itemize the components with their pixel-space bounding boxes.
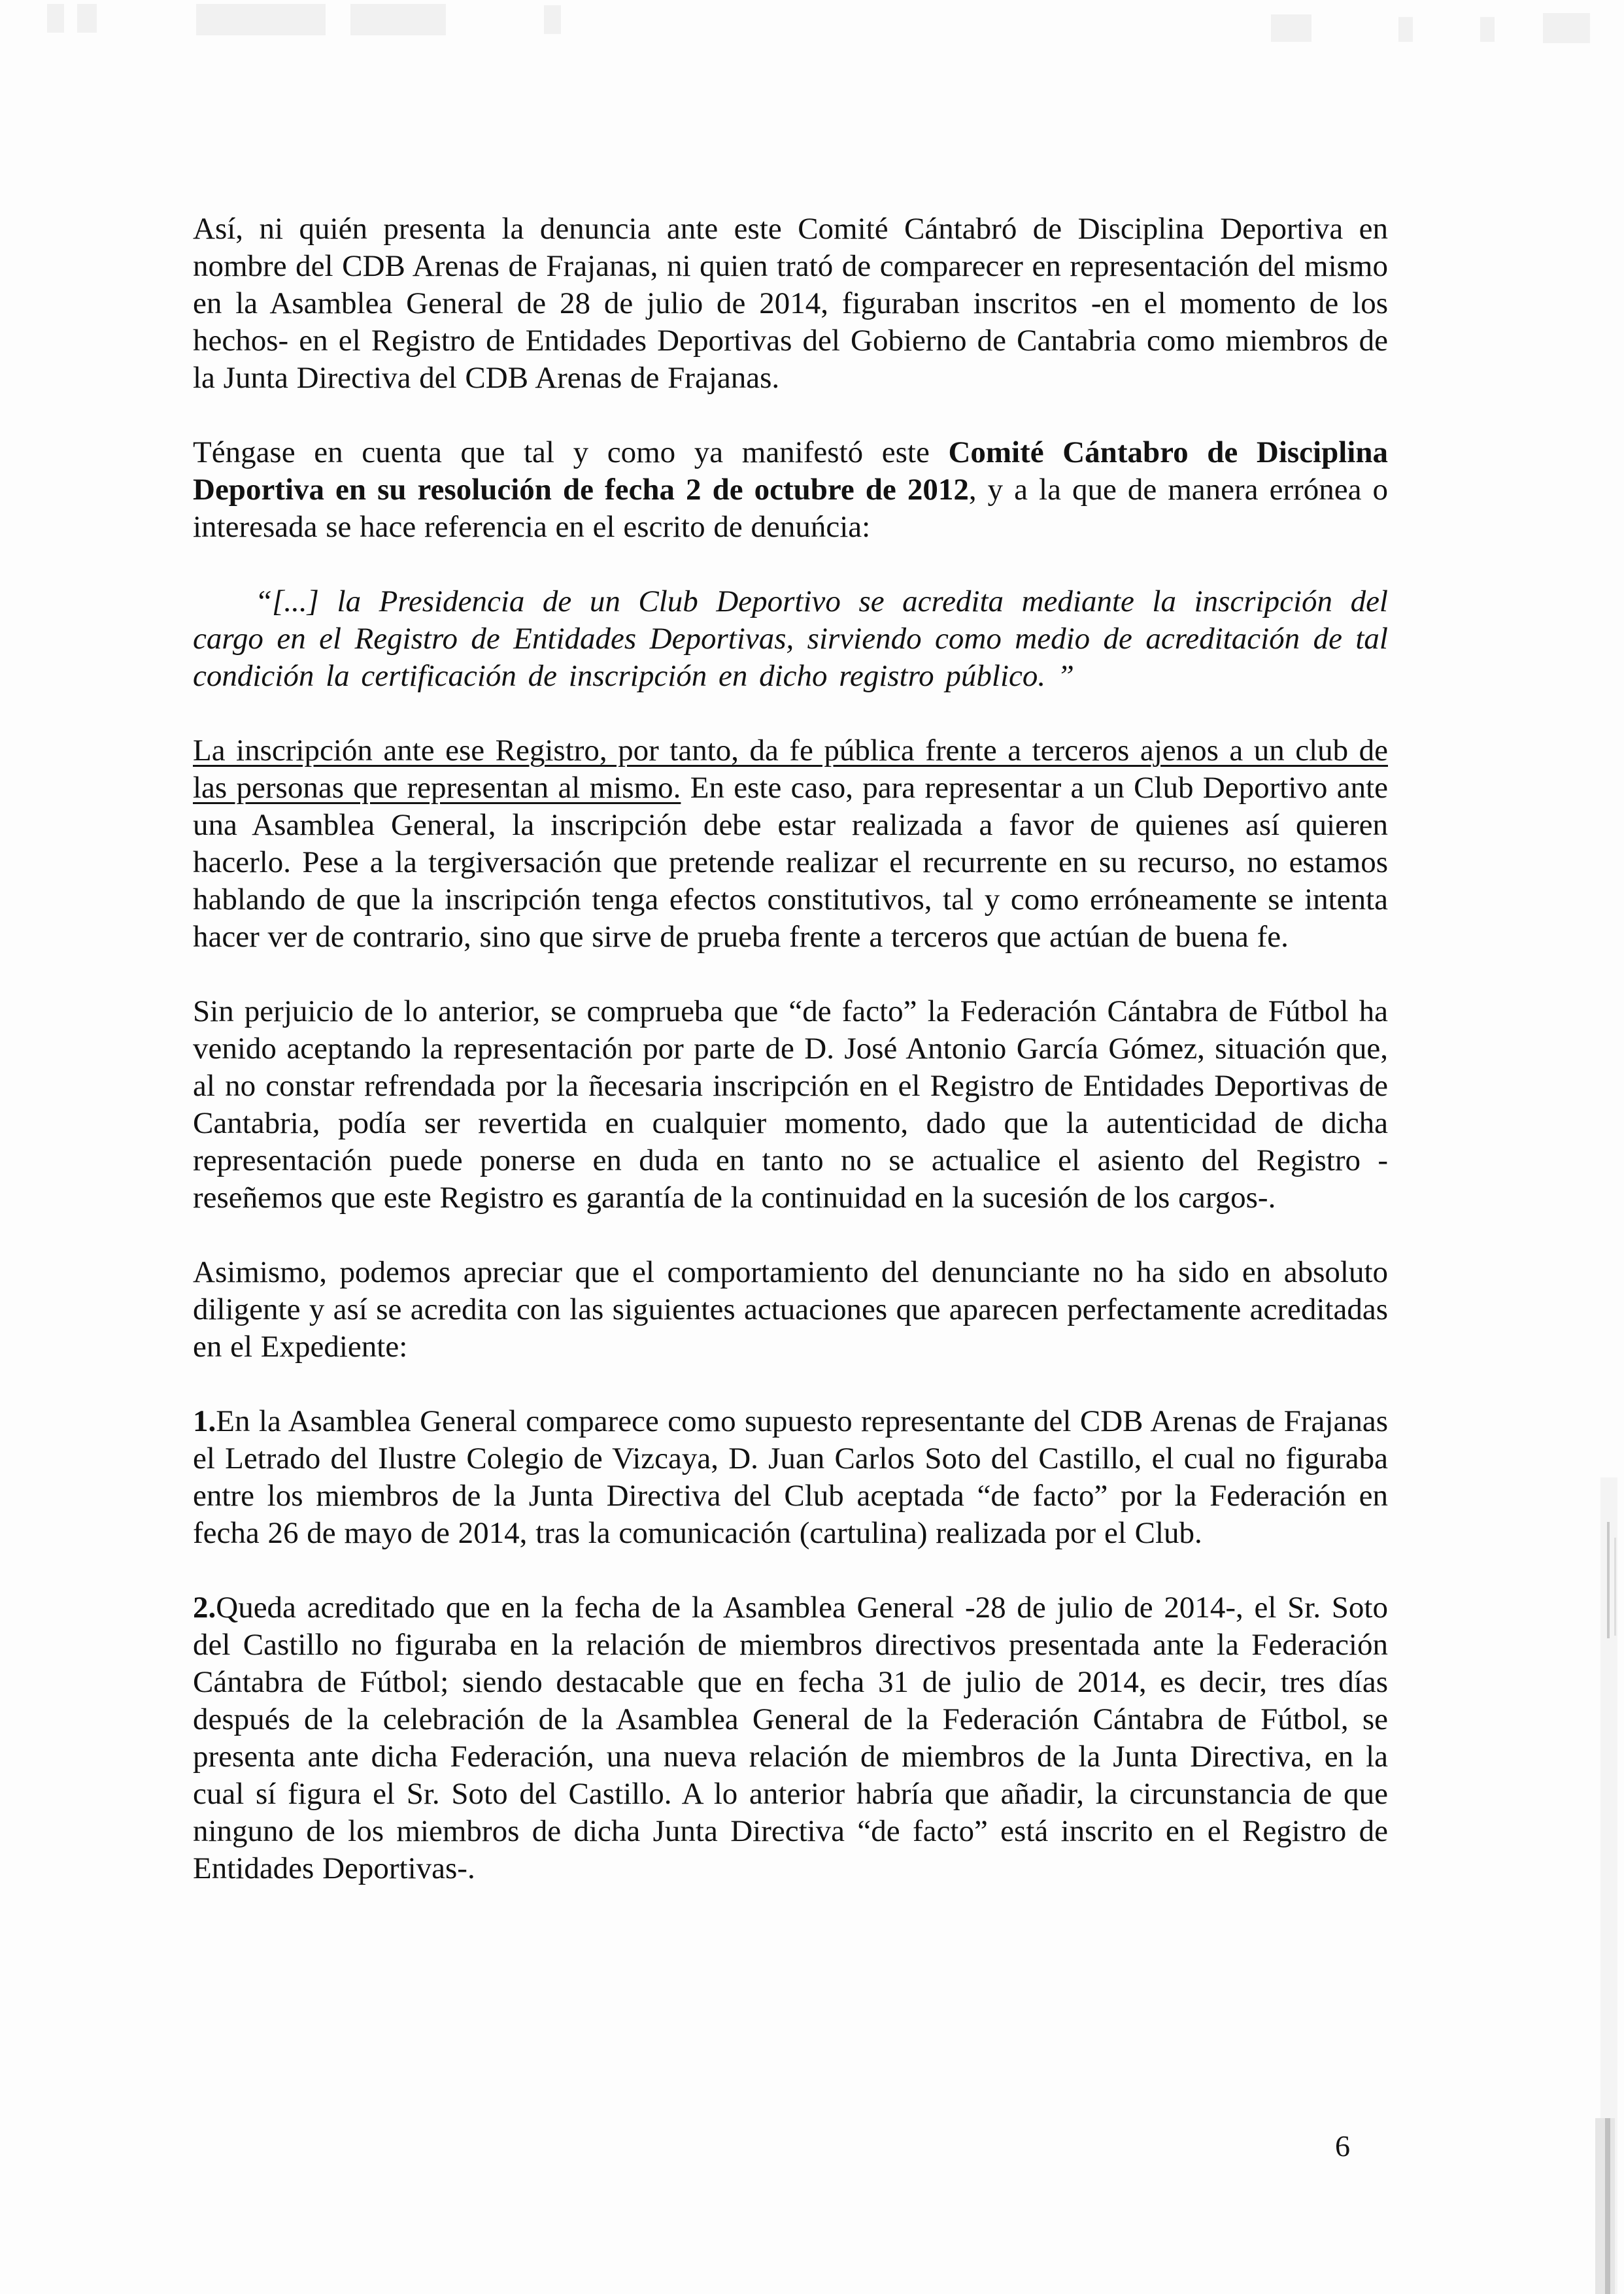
paragraph-tengase	[193, 434, 1388, 546]
scan-artifact-top-8	[1480, 17, 1495, 42]
scan-artifact-right-line	[1607, 1522, 1610, 1638]
bold-text-run: Comité Cántabro de Disciplina Deportiva en su resolución de fecha 2 de octubre de 2012	[193, 435, 1388, 507]
scan-artifact-top-9	[1543, 13, 1590, 43]
scan-artifact-top-4	[350, 4, 446, 35]
text-run: , y a la que de manera errónea o interesada se hace referencia en el escrito de denuńcia:	[193, 473, 1388, 544]
list-item-2	[193, 1589, 1388, 1887]
quote-paragraph	[193, 583, 1388, 695]
text-run: Queda acreditado que en la fecha de la Asamblea General -28 de julio de 2014-, el Sr. Soto del Castillo no figuraba en la relación de miembros directivos presentada ante la Federación Cántabra de Fútbol; siendo destacable que en fecha 31 de julio de 2014, es decir, tres días después de la celebración de la Asamblea General de la Federación Cántabra de Fútbol, se presenta ante dicha Federación, una nueva relación de miembros de la Junta Directiva, en la cual sí figura el Sr. Soto del Castillo. A lo anterior habría que añadir, la circunstancia de que ninguno de los miembros de dicha Junta Directiva “de facto” está inscrito en el Registro de Entidades Deportivas-.	[193, 1591, 1388, 1885]
paragraph-asimismo	[193, 1254, 1388, 1366]
text-run: En este caso, para representar a un Club Deportivo ante una Asamblea General, la inscripción debe estar realizada a favor de quienes así quieren hacerlo. Pese a la tergiversación que pretende realizar el recurrente en su recurso, no estamos hablando de que la inscripción tenga efectos constitutivos, tal y como erróneamente se intenta hacer ver de contrario, sino que sirve de prueba frente a terceros que actúan de buena fe.	[193, 771, 1388, 954]
list-number: 1.	[193, 1404, 216, 1438]
scan-artifact-bottom-right-line	[1605, 2118, 1610, 2294]
underlined-text-run: La inscripción ante ese Registro, por tanto, da fe pública frente a terceros ajenos a un club de las personas que representan al mismo.	[193, 734, 1388, 805]
list-item-1	[193, 1403, 1388, 1552]
page-number: 6	[1335, 2129, 1350, 2163]
scan-artifact-top-5	[544, 5, 561, 34]
scan-artifact-top-6	[1271, 14, 1311, 42]
paragraph-intro	[193, 211, 1388, 397]
document-body	[193, 211, 1388, 1925]
scan-artifact-top-7	[1398, 17, 1413, 42]
scan-artifact-top-2	[77, 4, 97, 33]
text-run: Téngase en cuenta que tal y como ya manifestó este	[193, 435, 949, 469]
paragraph-sin-perjuicio	[193, 993, 1388, 1217]
text-run: En la Asamblea General comparece como supuesto representante del CDB Arenas de Frajanas el Letrado del Ilustre Colegio de Vizcaya, D. Juan Carlos Soto del Castillo, el cual no figuraba entre los miembros de la Junta Directiva del Club aceptada “de facto” por la Federación en fecha 26 de mayo de 2014, tras la comunicación (cartulina) realizada por el Club.	[193, 1404, 1388, 1550]
scan-artifact-right-line-2	[1614, 1538, 1616, 1636]
scan-artifact-top-1	[47, 4, 64, 33]
text-run: Sin perjuicio de lo anterior, se comprueba que “de facto” la Federación Cántabra de Fútbol ha venido aceptando la representación por parte de D. José Antonio García Gómez, situación que, al no constar refrendada por la ñecesaria inscripción en el Registro de Entidades Deportivas de Cantabria, podía ser revertida en cualquier momento, dado que la autenticidad de dicha representación puede ponerse en duda en tanto no se actualice el asiento del Registro -reseñemos que este Registro es garantía de la continuidad en la sucesión de los cargos-.	[193, 994, 1388, 1215]
italic-text-run: “[...] la Presidencia de un Club Deportivo se acredita mediante la inscripción del cargo en el Registro de Entidades Deportivas, sirviendo como medio de acreditación de tal condición la certificación de inscripción en dicho registro público. ”	[193, 584, 1388, 693]
text-run: Asimismo, podemos apreciar que el comportamiento del denunciante no ha sido en absoluto diligente y así se acredita con las siguientes actuaciones que aparecen perfectamente acreditadas en el Expediente:	[193, 1255, 1388, 1364]
list-number: 2.	[193, 1591, 216, 1625]
scan-artifact-top-3	[196, 4, 326, 35]
paragraph-inscripcion	[193, 732, 1388, 956]
text-run: Así, ni quién presenta la denuncia ante este Comité Cántabró de Disciplina Deportiva en nombre del CDB Arenas de Frajanas, ni quien trató de comparecer en representación del mismo en la Asamblea General de 28 de julio de 2014, figuraban inscritos -en el momento de los hechos- en el Registro de Entidades Deportivas del Gobierno de Cantabria como miembros de la Junta Directiva del CDB Arenas de Frajanas.	[193, 212, 1388, 395]
